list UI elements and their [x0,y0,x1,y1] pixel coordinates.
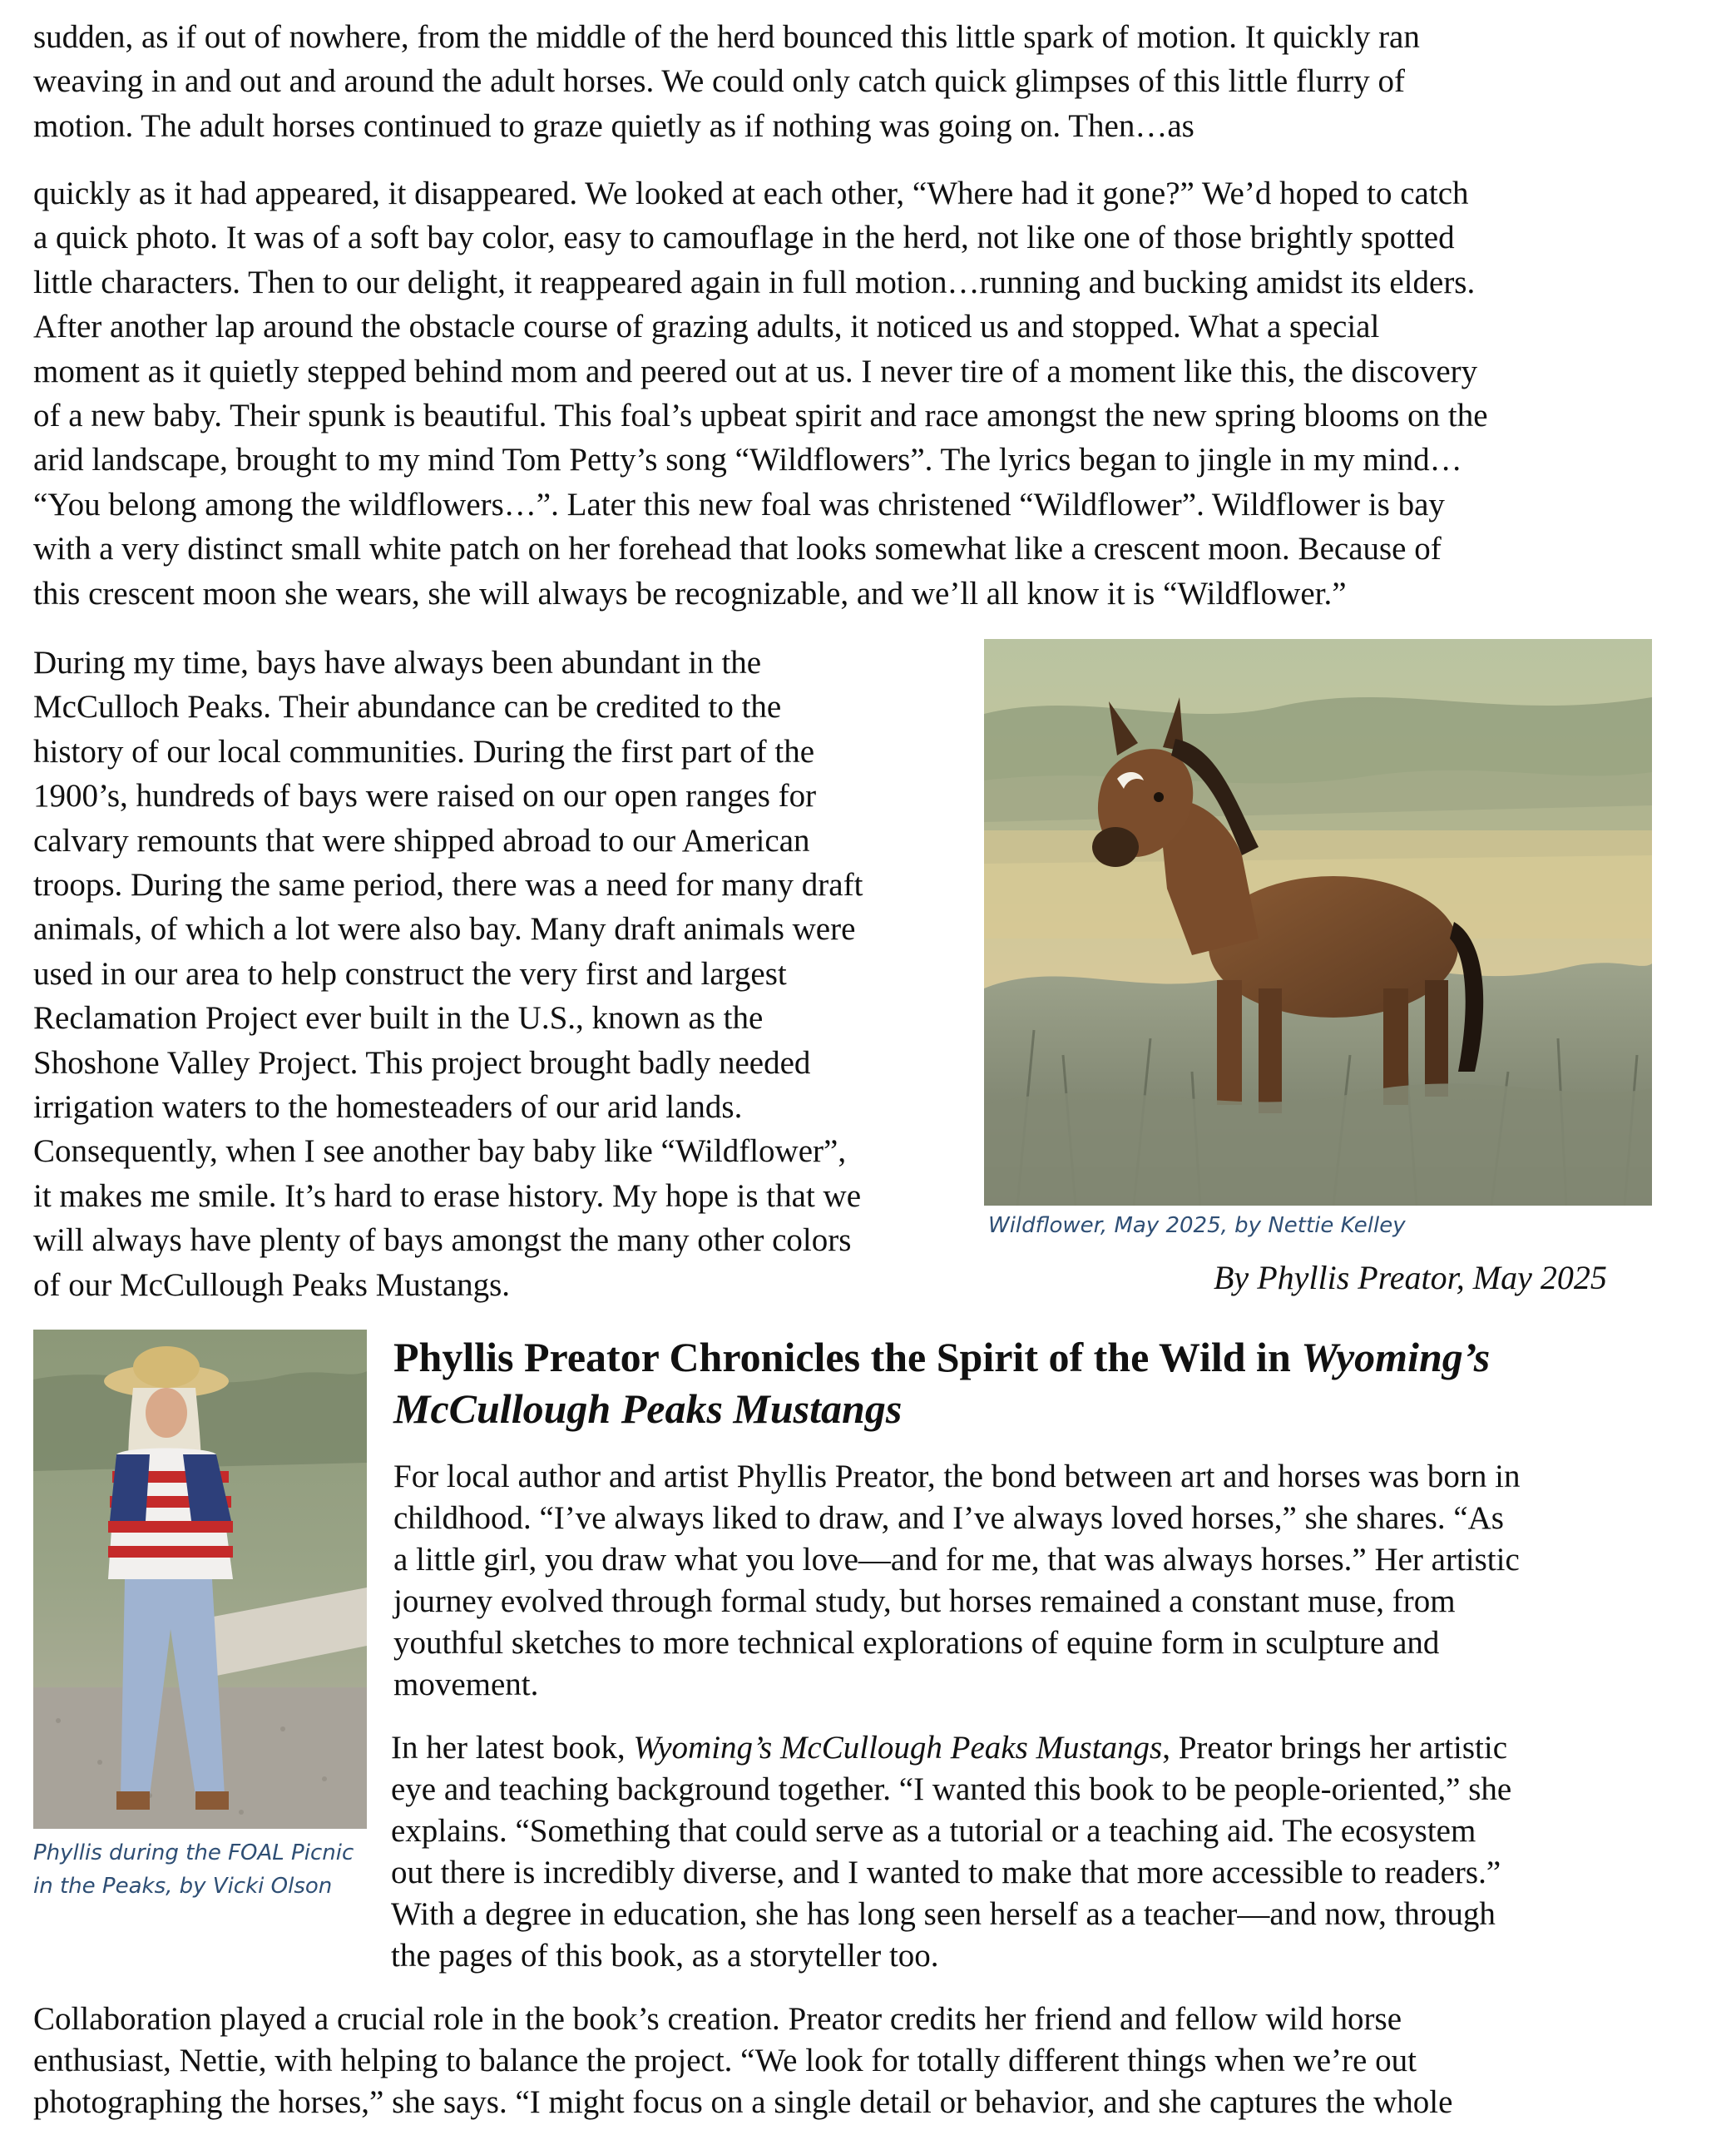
text-line: weaving in and out and around the adult horses. We could only catch quick glimpses of this little flurry of [33,63,1405,100]
text-line: With a degree in education, she has long seen herself as a teacher—and now, through [391,1896,1496,1932]
text-line: eye and teaching background together. “I wanted this book to be people-oriented,” she [391,1771,1512,1807]
foal-photo [984,639,1652,1206]
phyllis-photo [33,1330,367,1829]
text-line: troops. During the same period, there was a need for many draft [33,867,863,904]
text-line: 1900’s, hundreds of bays were raised on our open ranges for [33,778,817,815]
text-line: this crescent moon she wears, she will always be recognizable, and we’ll all know it is “Wildflower.” [33,575,1347,612]
text-line: a little girl, you draw what you love—and for me, that was always horses.” Her artistic [393,1542,1520,1578]
feature-headline [393,1331,1490,1434]
text-line: used in our area to help construct the very first and largest [33,955,787,992]
text-line: the pages of this book, as a storyteller too. [391,1938,939,1974]
text-line: Consequently, when I see another bay baby like “Wildflower”, [33,1133,847,1170]
text-line: little characters. Then to our delight, it reappeared again in full motion…running and bucking amidst its elders. [33,264,1476,300]
text-line: explains. “Something that could serve as a tutorial or a teaching aid. The ecosystem [391,1813,1476,1849]
text-line: Shoshone Valley Project. This project brought badly needed [33,1044,811,1081]
story-paragraph-1 [33,15,1420,148]
text-line: For local author and artist Phyllis Preator, the bond between art and horses was born in [393,1459,1521,1494]
caption-line: in the Peaks, by Vicki Olson [33,1874,333,1899]
text-line: Reclamation Project ever built in the U.S., known as the [33,1000,764,1037]
text-line: will always have plenty of bays amongst the many other colors [33,1222,852,1259]
text-line: During my time, bays have always been abundant in the [33,645,762,681]
text-line: childhood. “I’ve always liked to draw, and I’ve always loved horses,” she shares. “As [393,1500,1504,1536]
text-line: Collaboration played a crucial role in the book’s creation. Preator credits her friend and fellow wild horse [33,2001,1402,2037]
headline-book-title: Wyoming’s [1301,1334,1491,1380]
headline-line-2 [393,1383,1490,1434]
text-line: a quick photo. It was of a soft bay color, easy to camouflage in the herd, not like one of those brightly spotted [33,220,1455,256]
text-line: of our McCullough Peaks Mustangs. [33,1266,511,1303]
text-line: moment as it quietly stepped behind mom and peered out at us. I never tire of a moment like this, the discovery [33,353,1478,389]
text-fragment: , Preator brings her artistic [1162,1730,1508,1766]
text-line: “You belong among the wildflowers…”. Later this new foal was christened “Wildflower”. Wildflower is bay [33,486,1445,523]
phyllis-photo-caption [33,1836,354,1903]
text-line: photographing the horses,” she says. “I might focus on a single detail or behavior, and she captures the whole [33,2084,1453,2120]
text-line: out there is incredibly diverse, and I wanted to make that more accessible to readers.” [391,1855,1501,1890]
feature-paragraph-3 [33,1999,1452,2123]
text-line: animals, of which a lot were also bay. Many draft animals were [33,911,856,948]
story-paragraph-2 [33,171,1488,616]
text-line: McCulloch Peaks. Their abundance can be credited to the [33,689,782,726]
text-line: with a very distinct small white patch on her forehead that looks somewhat like a crescent moon. Because of [33,531,1442,567]
text-line: of a new baby. Their spunk is beautiful. This foal’s upbeat spirit and race amongst the new spring blooms on the [33,398,1488,434]
text-line: history of our local communities. During the first part of the [33,733,815,770]
text-line: youthful sketches to more technical explorations of equine form in sculpture and [393,1625,1440,1661]
book-title: Wyoming’s McCullough Peaks Mustangs [633,1730,1163,1766]
text-line: journey evolved through formal study, but horses remained a constant muse, from [393,1583,1456,1619]
text-line: motion. The adult horses continued to graze quietly as if nothing was going on. Then…as [33,107,1194,144]
foal-photo-caption: Wildflower, May 2025, by Nettie Kelley [988,1213,1406,1238]
text-line: irrigation waters to the homesteaders of our arid lands. [33,1089,743,1126]
text-line: quickly as it had appeared, it disappeared. We looked at each other, “Where had it gone?” We’d hoped to catch [33,176,1469,211]
text-line: movement. [393,1667,539,1702]
feature-paragraph-2 [391,1727,1511,1977]
headline-line-1 [393,1331,1490,1383]
text-line: enthusiast, Nettie, with helping to balance the project. “We look for totally different things when we’re out [33,2043,1417,2078]
feature-paragraph-1 [393,1456,1520,1706]
text-line: arid landscape, brought to my mind Tom Petty’s song “Wildflowers”. The lyrics began to jingle in my mind… [33,442,1462,478]
story-paragraph-3 [33,641,863,1307]
headline-plain-text: Phyllis Preator Chronicles the Spirit of the Wild in [393,1334,1302,1380]
headline-book-title-cont: McCullough Peaks Mustangs [393,1385,903,1432]
text-line [391,1727,1511,1769]
text-line: it makes me smile. It’s hard to erase history. My hope is that we [33,1177,862,1214]
article-byline: By Phyllis Preator, May 2025 [1214,1259,1607,1296]
caption-line: Phyllis during the FOAL Picnic [33,1840,354,1865]
text-line: After another lap around the obstacle course of grazing adults, it noticed us and stopped. What a special [33,309,1380,345]
text-fragment: In her latest book, [391,1730,634,1766]
text-line: sudden, as if out of nowhere, from the middle of the herd bounced this little spark of motion. It quickly ran [33,19,1420,55]
text-line: calvary remounts that were shipped abroad to our American [33,822,810,859]
